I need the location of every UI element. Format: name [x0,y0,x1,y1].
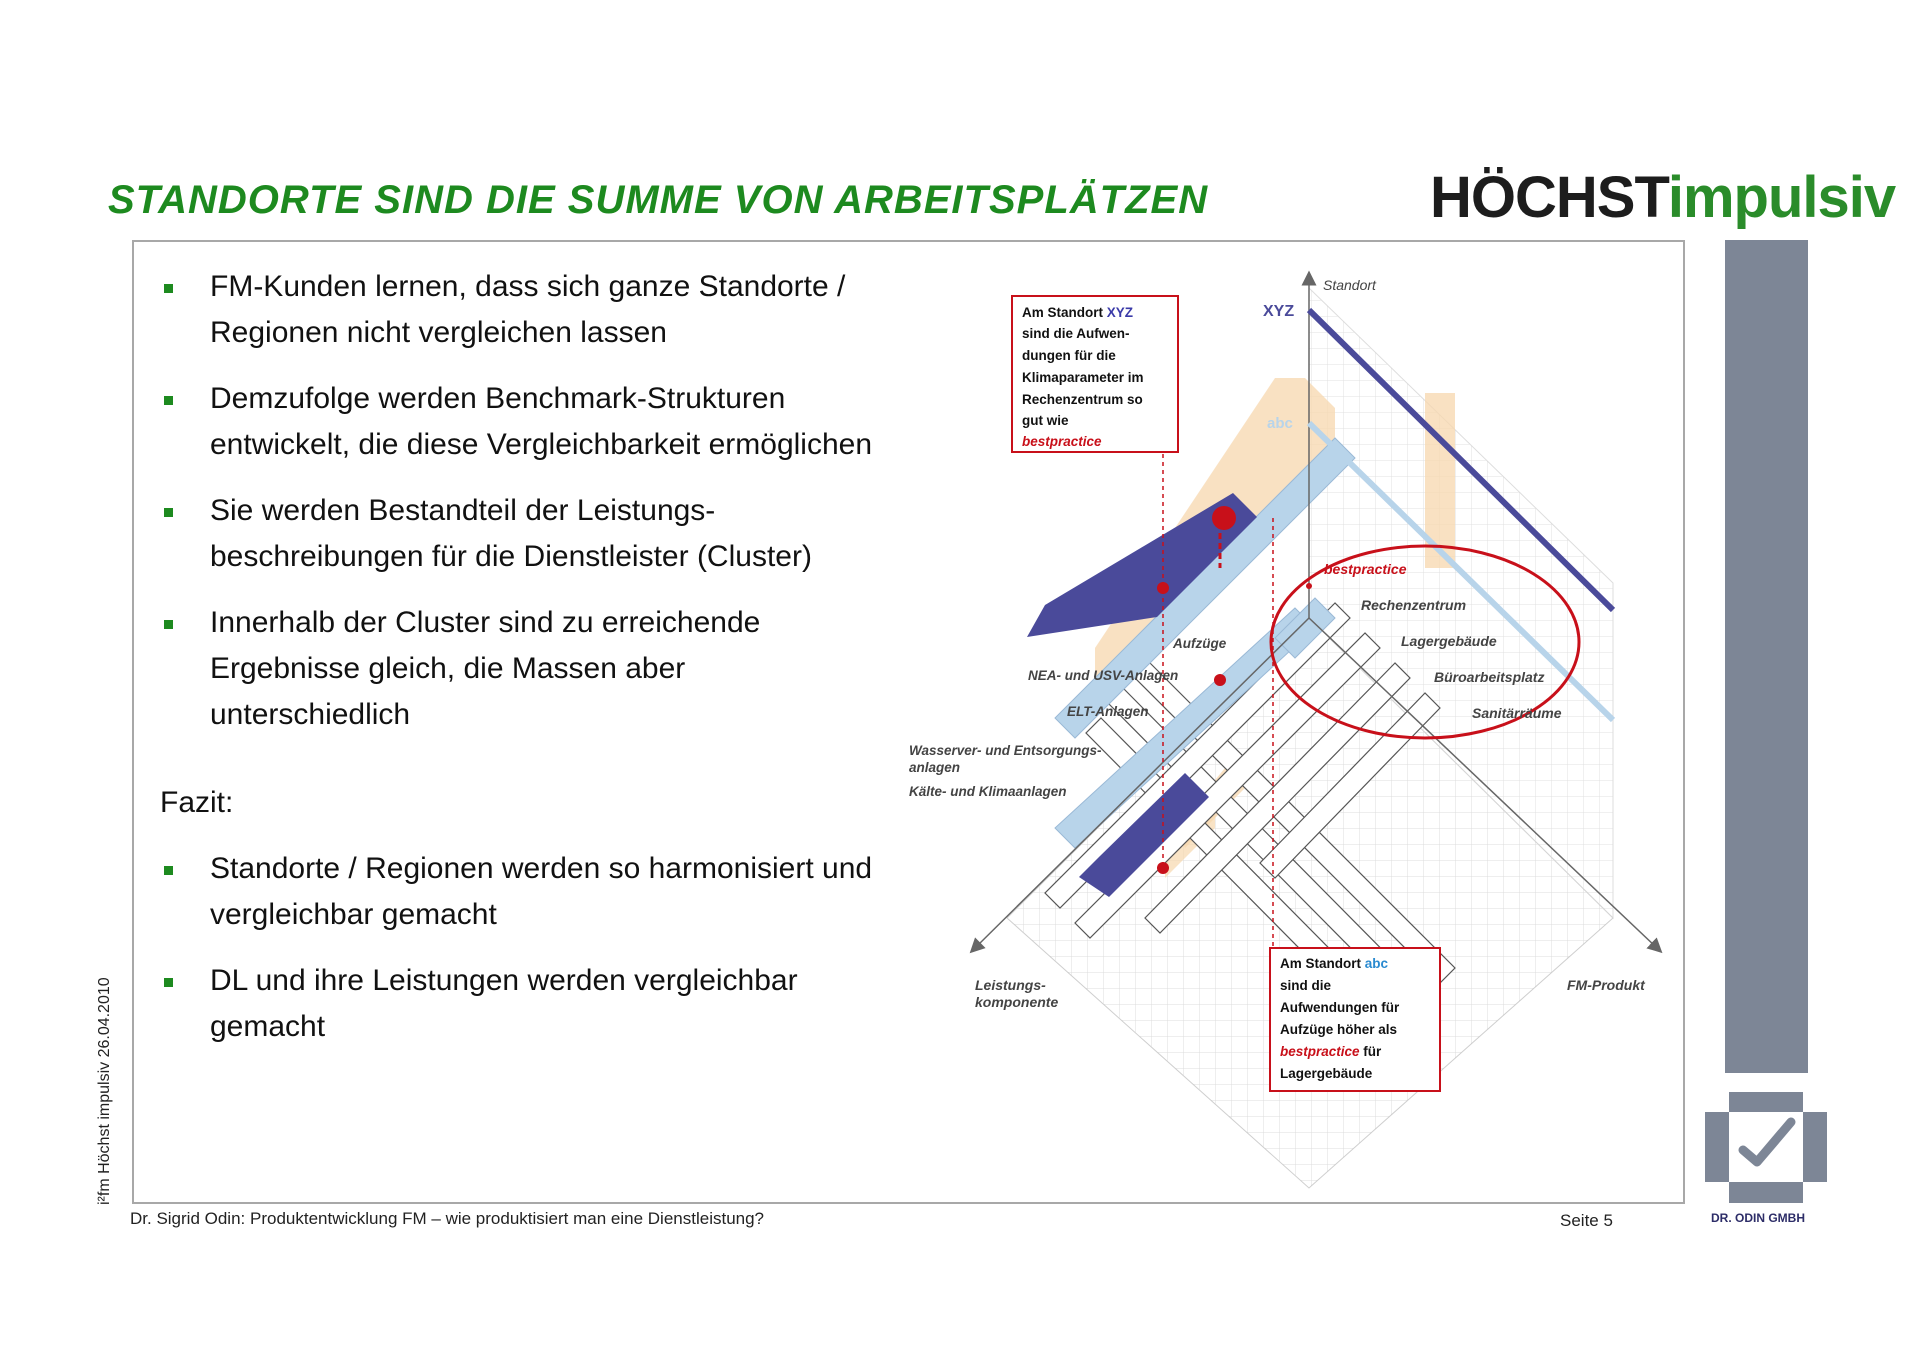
callout-top-highlight: XYZ [1106,305,1134,320]
callout-bottom-bestpractice: bestpractice [1280,1044,1360,1059]
bullet-list [160,264,880,1070]
callout-top-prefix: Am Standort [1022,305,1107,320]
bullet-square-icon [164,620,173,629]
bullet-item [160,958,880,1050]
page-title: STANDORTE SIND DIE SUMME VON ARBEITSPLÄTZEN [108,178,1209,222]
callout-top-bestpractice: bestpractice [1022,434,1102,449]
product-label: Büroarbeitsplatz [1434,669,1545,685]
bullet-square-icon [164,396,173,405]
brand-logo [1430,164,1895,231]
bullet-text: FM-Kunden lernen, dass sich ganze Standorte / Regionen nicht vergleichen lassen [210,270,846,349]
callout-bottom-line5 [1280,1044,1382,1059]
callout-top-line: sind die Aufwen- [1022,326,1130,341]
level-label-abc: abc [1267,415,1293,432]
callout-bottom-line: sind die [1280,978,1332,993]
product-label: Lagergebäude [1401,633,1497,649]
logo-part-hoechst: HÖCHST [1430,165,1668,230]
page-number: Seite 5 [1560,1211,1613,1230]
bullet-square-icon [164,508,173,517]
bullet-item [160,600,880,738]
axis-label-leistung-2: komponente [975,994,1059,1010]
firm-name: DR. ODIN GMBH [1711,1211,1805,1225]
callout-bottom-fuer: für [1359,1044,1382,1059]
callout-bottom-highlight: abc [1364,956,1389,971]
axis-label-standort: Standort [1323,277,1376,293]
bullet-item [160,264,880,356]
marker-dot-small [1306,583,1312,589]
bullet-text: DL und ihre Leistungen werden vergleichbar gemacht [210,964,798,1043]
axis-label-fm: FM-Produkt [1567,977,1645,993]
callout-bottom-line: Lagergebäude [1280,1066,1373,1081]
callout-top-line: Klimaparameter im [1022,370,1144,385]
axis-label-leistung-1: Leistungs- [975,977,1046,993]
benchmark-diagram [895,268,1675,1198]
bullet-square-icon [164,978,173,987]
bullet-text: Innerhalb der Cluster sind zu erreichende Ergebnisse gleich, die Massen aber unterschiedlich [210,606,761,731]
callout-top-line: gut wie [1022,413,1069,428]
callout-top-line: dungen für die [1022,348,1116,363]
product-label: Sanitärräume [1472,705,1562,721]
marker-dot-large [1212,506,1236,530]
marker-dot [1157,862,1169,874]
product-label: Rechenzentrum [1361,597,1467,613]
component-label: anlagen [909,760,961,775]
level-label-xyz: XYZ [1263,303,1295,320]
logo-part-impulsiv: impulsiv [1667,165,1896,230]
bullet-text: Demzufolge werden Benchmark-Strukturen entwickelt, die diese Vergleichbarkeit ermöglichen [210,382,873,461]
component-label: Aufzüge [1173,636,1227,651]
bullet-square-icon [164,284,173,293]
callout-top-line: Rechenzentrum so [1022,392,1143,407]
bullet-item [160,376,880,468]
callout-bottom-prefix: Am Standort [1280,956,1365,971]
footer-text: Dr. Sigrid Odin: Produktentwicklung FM – wie produktisiert man eine Dienstleistung? [130,1209,765,1228]
component-label: Kälte- und Klimaanlagen [909,784,1067,799]
marker-dot [1157,582,1169,594]
bullet-item [160,846,880,938]
bullet-text: Standorte / Regionen werden so harmonisiert und vergleichbar gemacht [210,852,873,931]
checkmark-icon [1705,1092,1827,1203]
bestpractice-label: bestpractice [1324,561,1407,577]
callout-bottom-line1 [1280,956,1389,971]
callout-top-line1 [1022,305,1133,320]
component-label: ELT-Anlagen [1067,704,1149,719]
component-label: NEA- und USV-Anlagen [1028,668,1179,683]
fazit-label: Fazit: [160,786,234,819]
bullet-item [160,488,880,580]
callout-bottom-line: Aufzüge höher als [1280,1022,1398,1037]
bullet-text: Sie werden Bestandteil der Leistungs-beschreibungen für die Dienstleister (Cluster) [210,494,812,573]
bullet-square-icon [164,866,173,875]
component-label: Wasserver- und Entsorgungs- [909,743,1102,758]
marker-dot [1214,674,1226,686]
callout-bottom-line: Aufwendungen für [1280,1000,1400,1015]
sidebar-note: i²fm Höchst impulsiv 26.04.2010 [96,977,113,1205]
side-decoration-bar [1725,240,1808,1073]
